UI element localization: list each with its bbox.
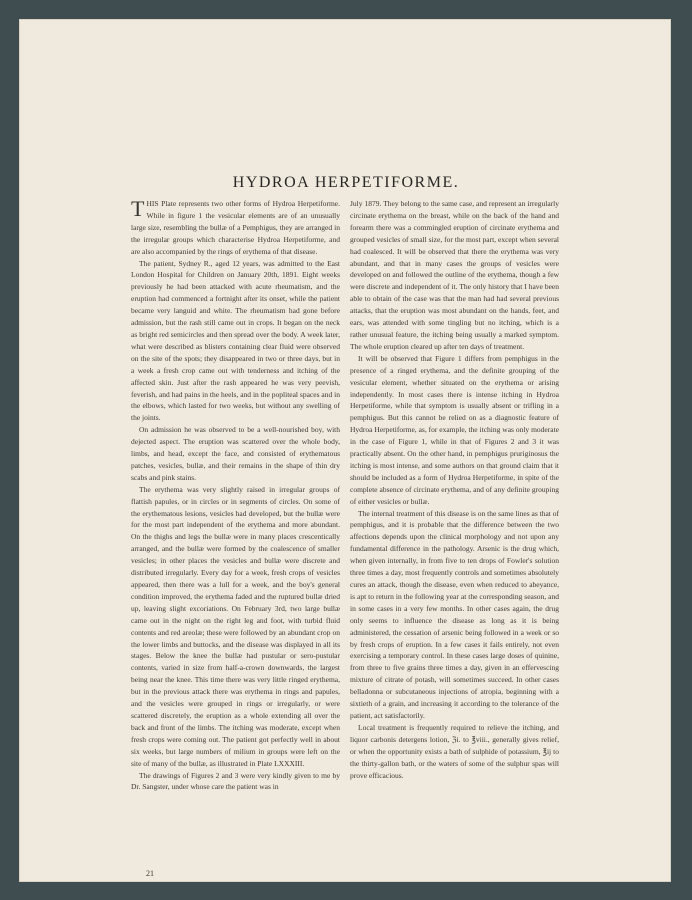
paragraph: The erythema was very slightly raised in irregular groups of flattish papules, or in circles or in segments of circles. On some of the erythematous lesions, vesicles had developed, but the bullæ were for the most part independent of the erythema and more abundant. On the thighs and legs the bullæ were in many places crescentically arranged, and the bullæ were formed by the coalescence of smaller vesicles; in other places the vesicles and bullæ were discrete and distributed irregularly. Every day for a week, fresh crops of vesicles appeared, then there was a lull for a week, and the boy's general condition improved, the erythema faded and the ruptured bullæ dried up, leaving slight excoriations. On February 3rd, two large bullæ came out in the night on the right leg and foot, with turbid fluid contents and red areolæ; these were followed by an abundant crop on the lower limbs and buttocks, and the disease was displayed in all its stages. Below the knee the bullæ had pustular or sero-pustular contents, varied in size from half-a-crown downwards, the largest being near the knee. This time there was very little ringed erythema, but in the previous attack there was erythema in rings and papules, and the vesicles were grouped in rings or irregularly, or were scattered discretely, the eruption as a whole extending all over the back and front of the limbs. The itching was moderate, except when fresh crops were coming out. The patient got perfectly well in about six weeks, but large numbers of milium in groups were left on the site of many of the bullæ, as illustrated in Plate LXXXIII. <box>131 484 340 768</box>
paragraph: Local treatment is frequently required to relieve the itching, and liquor carbonis detergens lotion, ℨi. to ℥viii., generally gives relief, or when the opportunity exists a bath of sulphide of potassium, ℥ij to the thirty-gallon bath, or the waters of some of the sulphur spas will prove efficacious. <box>350 722 559 780</box>
paragraph: July 1879. They belong to the same case, and represent an irregularly circinate erythema on the breast, while on the back of the hand and forearm there was a commingled eruption of circinate erythema and grouped vesicles of small size, for the most part, except when several had coalesced. It will be observed that there the erythema was very abundant, and that in many cases the groups of vesicles were developed on and followed the outline of the erythema, though a few were discrete and independent of it. The only history that I have been able to obtain of the case was that the man had had several previous attacks, that the eruption was most abundant on the hands, feet, and ears, was attended with some tingling but no itching, which is a rather unusual feature, the itching being usually a marked symptom. The whole eruption cleared up after ten days of treatment. <box>350 199 559 351</box>
page-sheet <box>19 19 671 882</box>
paragraph: It will be observed that Figure 1 differs from pemphigus in the presence of a ringed erythema, and the definite grouping of the vesicular element, whether situated on the erythema or arising independently. In most cases there is intense itching in Hydroa Herpetiforme, while that symptom is usually absent or trifling in a pemphigus. But this cannot be relied on as a diagnostic feature of Hydroa Herpetiforme, as, for example, the itching was only moderate in the case of Figure 1, while in that of Figures 2 and 3 it was practically absent. On the other hand, in pemphigus pruriginosus the itching is most intense, and some authors on that ground claim that it should be included as a form of Hydroa Herpetiforme, in spite of the complete absence of circinate erythema, and of any definite grouping of either vesicles or bullæ. <box>350 353 559 506</box>
paragraph: THIS Plate represents two other forms of Hydroa Herpetiforme. While in figure 1 the vesicular elements are of an unusually large size, resembling the bullæ of a Pemphigus, they are arranged in the irregular groups which characterise Hydroa Herpetiforme, and are also accompanied by the rings of erythema of that disease. <box>131 196 340 256</box>
paragraph: The patient, Sydney R., aged 12 years, was admitted to the East London Hospital for Children on January 20th, 1891. Eight weeks previously he had been attacked with acute rheumatism, and the eruption had commenced a fortnight after its onset, while the patient became very languid and white. The rheumatism had gone before admission, but the rash still came out in crops. It began on the neck as bright red semicircles and then spread over the body. A week later, what were described as blisters containing clear fluid were observed on the site of the spots; they disappeared in two or three days, but in a week a fresh crop came out with tenderness and itching of the affected skin. Just after the rash appeared he was very peevish, feverish, and had pains in the heels, and in the popliteal spaces and in the elbows, which lasted for two weeks, but without any swelling of the joints. <box>131 258 340 423</box>
paragraph: The drawings of Figures 2 and 3 were very kindly given to me by Dr. Sangster, under whose care the patient was in <box>131 770 340 792</box>
paragraph: The internal treatment of this disease is on the same lines as that of pemphigus, and it is probable that the difference between the two affections depends upon the clinical morphology and not upon any fundamental difference in the pathology. Arsenic is the drug which, when given internally, in from five to ten drops of Fowler's solution three times a day, most frequently controls and sometimes absolutely cures an attack, though the disease, even when reduced to abeyance, is apt to return in the following year at the corresponding season, and in some cases in a very few months. In other cases again, the drug only seems to influence the disease as long as it is being administered, the cessation of arsenic being followed in a week or so by fresh crops of eruption. In a few cases it fails entirely, not even exercising a temporary control. In these cases large doses of quinine, from three to five grains three times a day, given in an effervescing mixture of citrate of potash, will sometimes succeed. In other cases belladonna or subcutaneous injections of atropia, beginning with a sixtieth of a grain, and increasing it according to the tolerance of the patient, act satisfactorily. <box>350 508 559 720</box>
page-title: HYDROA HERPETIFORME. <box>232 174 460 191</box>
page-number: 21 <box>146 869 154 878</box>
right-column <box>350 198 559 781</box>
paragraph: On admission he was observed to be a well-nourished boy, with dejected aspect. The eruption was scattered over the whole body, limbs, and head, except the face, and consisted of erythematous patches, vesicles, bullæ, and their remains in the shape of thin dry scabs and pink stains. <box>131 425 340 482</box>
left-column <box>131 198 340 793</box>
